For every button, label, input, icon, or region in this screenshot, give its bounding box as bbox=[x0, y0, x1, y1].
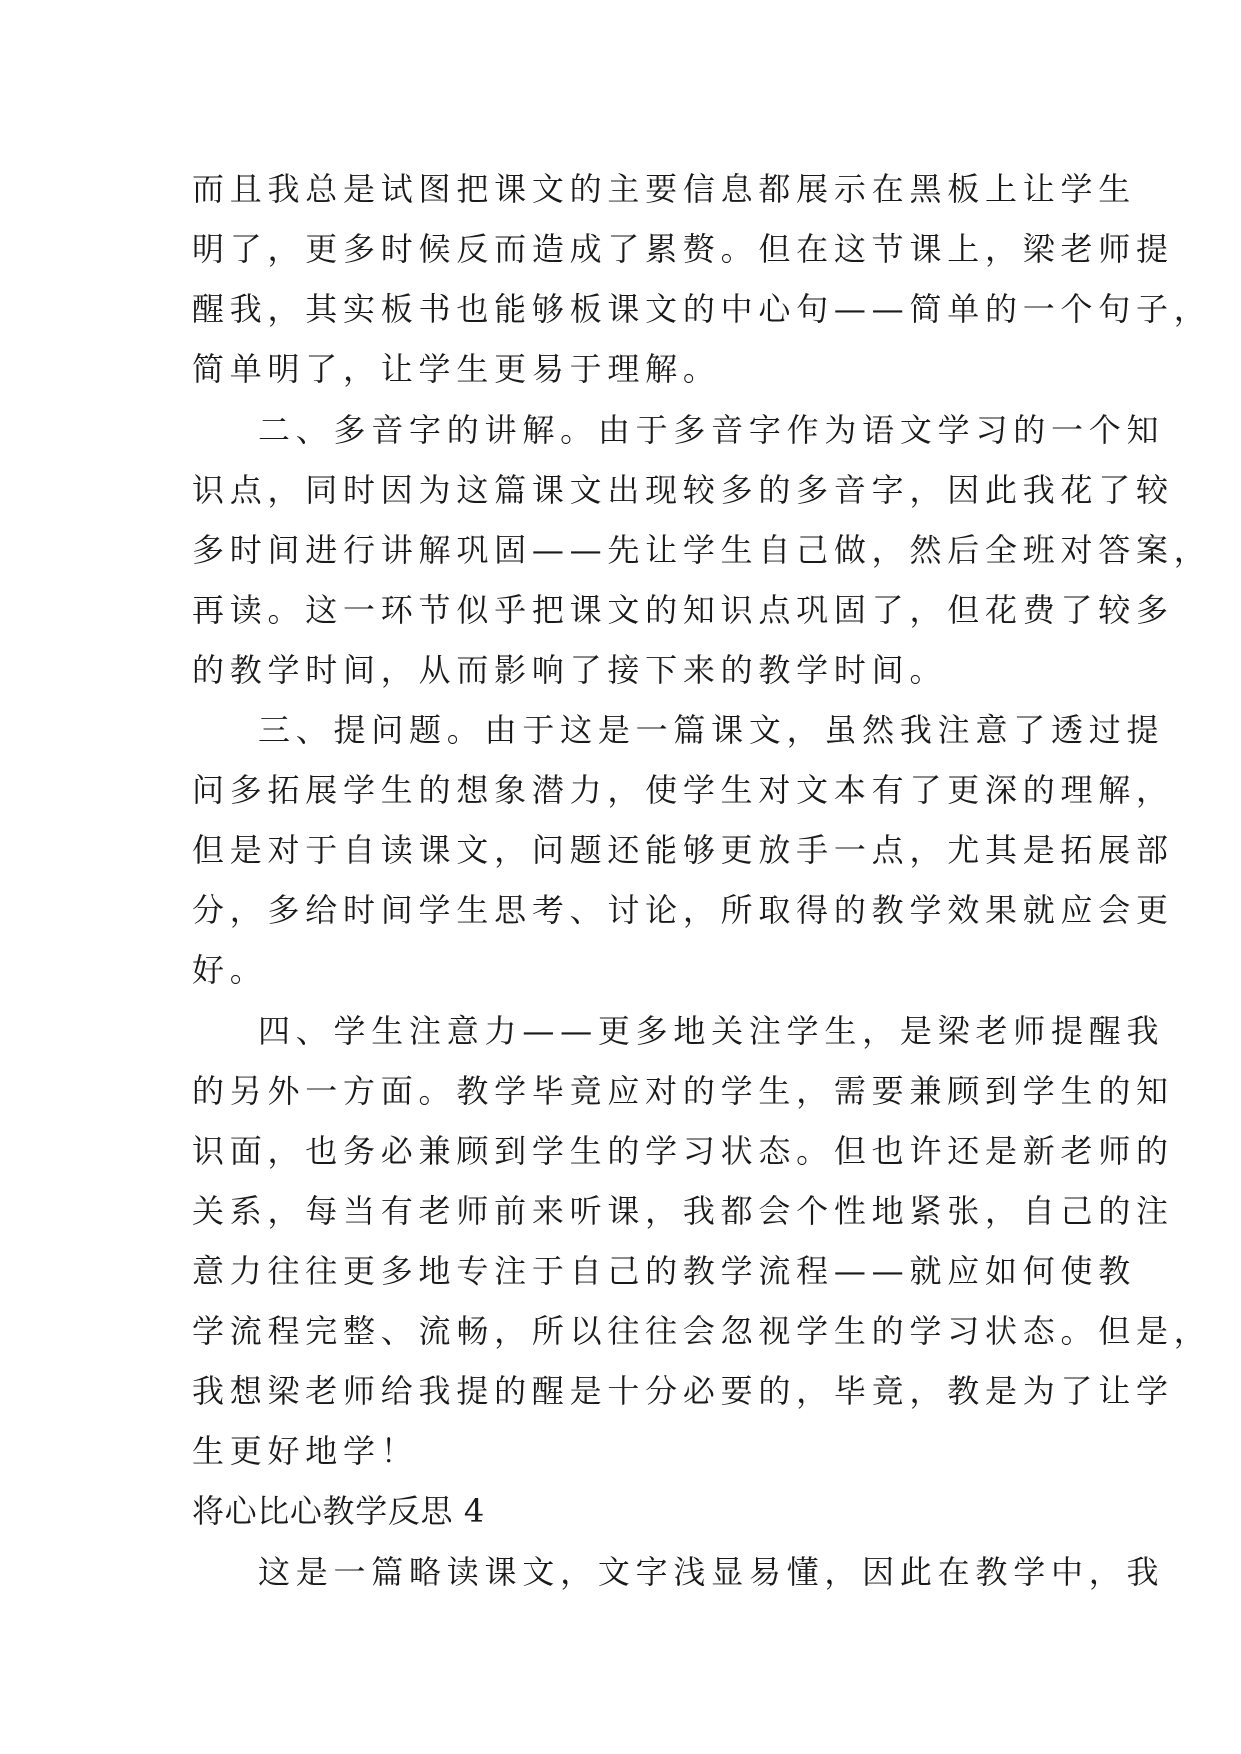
paragraph-line: 四、学生注意力——更多地关注学生，是梁老师提醒我 bbox=[258, 1012, 1165, 1050]
paragraph-line: 意力往往更多地专注于自己的教学流程——就应如何使教 bbox=[192, 1252, 1137, 1290]
paragraph-line: 的另外一方面。教学毕竟应对的学生，需要兼顾到学生的知 bbox=[192, 1072, 1174, 1110]
paragraph-line: 关系，每当有老师前来听课，我都会个性地紧张，自己的注 bbox=[192, 1192, 1174, 1230]
paragraph-line: 识面，也务必兼顾到学生的学习状态。但也许还是新老师的 bbox=[192, 1132, 1174, 1170]
paragraph-line: 明了，更多时候反而造成了累赘。但在这节课上，梁老师提 bbox=[192, 230, 1174, 268]
paragraph-line: 问多拓展学生的想象潜力，使学生对文本有了更深的理解， bbox=[192, 771, 1174, 809]
paragraph-line: 三、提问题。由于这是一篇课文，虽然我注意了透过提 bbox=[258, 711, 1165, 749]
paragraph-line: 好。 bbox=[192, 951, 268, 989]
paragraph-line: 再读。这一环节似乎把课文的知识点巩固了，但花费了较多 bbox=[192, 591, 1174, 629]
paragraph-line: 生更好地学！ bbox=[192, 1432, 419, 1470]
paragraph-line: 但是对于自读课文，问题还能够更放手一点，尤其是拓展部 bbox=[192, 831, 1174, 869]
paragraph-line: 二、多音字的讲解。由于多音字作为语文学习的一个知 bbox=[258, 411, 1165, 449]
paragraph-line: 的教学时间，从而影响了接下来的教学时间。 bbox=[192, 651, 948, 689]
paragraph-line: 分，多给时间学生思考、讨论，所取得的教学效果就应会更 bbox=[192, 891, 1174, 929]
paragraph-line: 这是一篇略读课文，文字浅显易懂，因此在教学中，我 bbox=[258, 1553, 1165, 1591]
paragraph-line: 我想梁老师给我提的醒是十分必要的，毕竟，教是为了让学 bbox=[192, 1372, 1174, 1410]
paragraph-line: 学流程完整、流畅，所以往往会忽视学生的学习状态。但是， bbox=[192, 1312, 1212, 1350]
paragraph-line: 而且我总是试图把课文的主要信息都展示在黑板上让学生 bbox=[192, 170, 1137, 208]
section-heading: 将心比心教学反思 4 bbox=[192, 1492, 485, 1530]
paragraph-line: 简单明了，让学生更易于理解。 bbox=[192, 350, 721, 388]
paragraph-line: 多时间进行讲解巩固——先让学生自己做，然后全班对答案， bbox=[192, 531, 1212, 569]
paragraph-line: 醒我，其实板书也能够板课文的中心句——简单的一个句子， bbox=[192, 290, 1212, 328]
paragraph-line: 识点，同时因为这篇课文出现较多的多音字，因此我花了较 bbox=[192, 471, 1174, 509]
